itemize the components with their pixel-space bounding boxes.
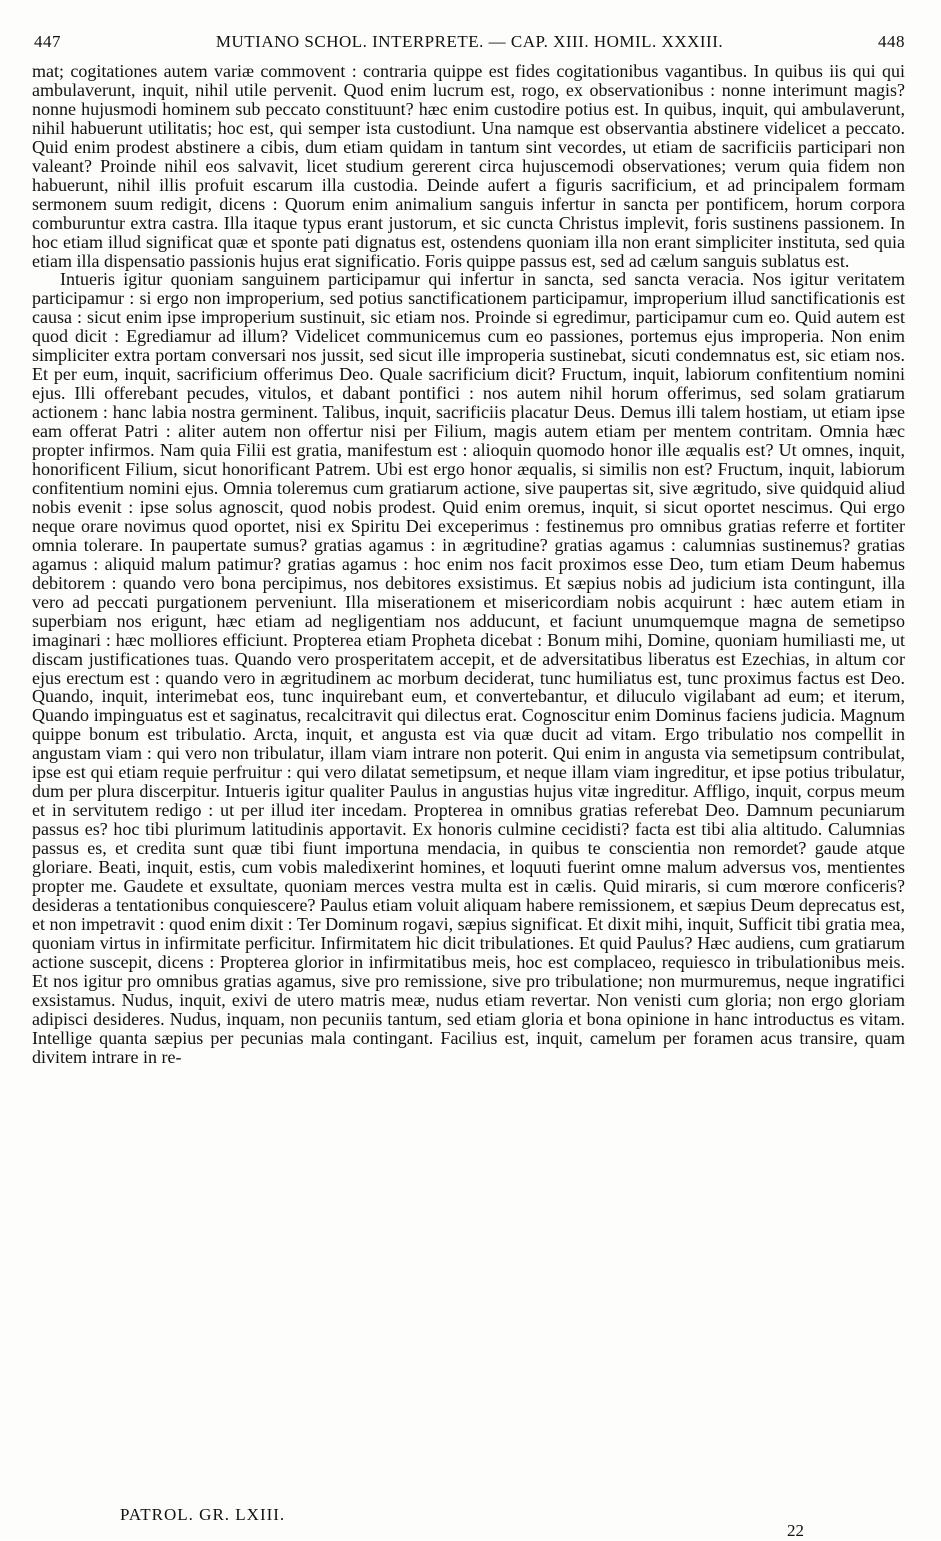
footer — [32, 1497, 905, 1540]
running-title: MUTIANO SCHOL. INTERPRETE. — CAP. XIII. HOMIL. XXXIII. — [215, 32, 724, 51]
paragraph-1: mat; cogitationes autem variæ commovent : contraria quippe est fides cogitationibus vagantibus. In quibus iis qui qui ambulaverunt, inquit, nihil utile pervenit. Quod enim lucrum est, rogo, ex observationibus : nonne interimunt magis? nonne hujusmodi hominem sub peccato constituunt? hæc enim custodire potius est. In quibus, inquit, qui ambulaverunt, nihil habuerunt utilitatis; hoc est, qui semper ista custodiunt. Una namque est observantia abstinere videlicet a peccato. Quid enim prodest abstinere a cibis, dum etiam quidam in tantum sint vecordes, ut etiam de sacrificiis participari non valeant? Proinde nihil eos salvavit, licet studium gererent circa hujuscemodi observationes; verum quia fidem non habuerunt, nihil illis profuit escarum illa custodia. Deinde aufert a figuris sacrificium, et ad principalem formam sermonem suum redigit, dicens : Quorum enim animalium sanguis infertur in sancta per pontificem, horum corpora comburuntur extra castra. Illa itaque typus erant justorum, et sic cuncta Christus implevit, foris sustinens passionem. In hoc etiam illud significat quæ et sponte pati dignatus est, ostendens quoniam illa non erant simpliciter instituta, sed quia etiam illa dispensatio passionis hujus erat significatio. Foris quippe passus est, sed ad cælum sanguis sublatus est. — [32, 61, 905, 271]
paragraph-2: Intueris igitur quoniam sanguinem participamur qui infertur in sancta, sed sancta veracia. Nos igitur veritatem participamur : si ergo non improperium, sed potius sanctificationem participamur, improperium illud sanctificationis est causa : sicut enim ipse improperium sustinuit, sic etiam nos. Proinde si egredimur, participamur cum eo. Quid autem est quod dicit : Egrediamur ad illum? Videlicet communicemus cum eo passiones, portemus ejus improperia. Non enim simpliciter extra portam conversari nos jussit, sed sicut ille improperia sustinebat, sicuti condemnatus est, sic etiam nos. Et per eum, inquit, sacrificium offerimus Deo. Quale sacrificium dicit? Fructum, inquit, labiorum confitentium nomini ejus. Illi offerebant pecudes, vitulos, et dabant pontifici : nos autem nihil horum offerimus, sed solam gratiarum actionem : hanc labia nostra germinent. Talibus, inquit, sacrificiis placatur Deus. Demus illi talem hostiam, ut etiam ipse eam offerat Patri : aliter autem non offertur nisi per Filium, magis autem etiam per mentem contritam. Omnia hæc propter infirmos. Nam quia Filii est gratia, manifestum est : alioquin quomodo honor ille æqualis est? Ut omnes, inquit, honorificent Filium, sicut honorificant Patrem. Ubi est ergo honor æqualis, si similis non est? Fructum, inquit, labiorum confitentium nomini ejus. Omnia toleremus cum gratiarum actione, sive paupertas sit, sive ægritudo, sive quidquid aliud nobis evenit : ipse solus agnoscit, quod nobis prodest. Quid enim oremus, inquit, si sicut oportet nescimus. Qui ergo neque orare novimus quod oportet, nisi ex Spiritu Dei exceperimus : festinemus pro omnibus gratias referre et fortiter omnia tolerare. In paupertate sumus? gratias agamus : in ægritudine? gratias agamus : calumnias sustinemus? gratias agamus : aliquid malum patimur? gratias agamus : hoc enim nos facit proximos esse Deo, tum etiam Deum habemus debitorem : quando vero bona percipimus, nos debitores exsistimus. Et sæpius nobis ad judicium ista contingunt, illa vero ad peccati purgationem perveniunt. Illa miserationem et misericordiam nobis acquirunt : hæc autem etiam in superbiam nos erigunt, hæc etiam ad negligentiam nos adducunt, et faciunt unumquemque magna de semetipso imaginari : hæc molliores efficiunt. Propterea etiam Propheta dicebat : Bonum mihi, Domine, quoniam humiliasti me, ut discam justificationes tuas. Quando vero prosperitatem accepit, et de adversitatibus liberatus est Ezechias, in altum cor ejus erectum est : quando vero in ægritudinem ac morbum deciderat, tunc humiliatus est, tunc proximus factus est Deo. Quando, inquit, interimebat eos, tunc inquirebant eum, et convertebantur, et diluculo vigilabant ad eum; et iterum, Quando impinguatus est et saginatus, recalcitravit qui dilectus erat. Cognoscitur enim Dominus faciens judicia. Magnum quippe bonum est tribulatio. Arcta, inquit, et angusta est via quæ ducit ad vitam. Ergo tribulatio nos compellit in angustam viam : qui vero non tribulatur, illam viam intrare non poterit. Qui enim in angusta via semetipsum contribulat, ipse est qui etiam requie perfruitur : qui vero dilatat semetipsum, et neque illam viam ingreditur, et ipse potius tribulatur, dum per plura discerpitur. Intueris igitur qualiter Paulus in angustias hujus vitæ ingreditur. Affligo, inquit, corpus meum et in servitutem redigo : ut per illud iter incedam. Propterea in omnibus gratias referebat Deo. Damnum pecuniarum passus es? hoc tibi plurimum latitudinis apportavit. Ex honoris culmine cecidisti? facta est tibi alia altitudo. Calumnias passus es, et credita sunt quæ tibi fiunt importuna mendacia, in quibus te conscientia non remordet? gaude atque gloriare. Beati, inquit, estis, cum vobis maledixerint homines, et loquuti fuerint omne malum adversus vos, mentientes propter me. Gaudete et exsultate, quoniam merces vestra multa est in cælis. Quid miraris, si cum mœrore conficeris? desideras a tentationibus conquiescere? Paulus etiam voluit aliquam habere remissionem, et sæpius Deum deprecatus est, et non impetravit : quod enim dixit : Ter Dominum rogavi, sæpius significat. Et dixit mihi, inquit, Sufficit tibi gratia mea, quoniam virtus in infirmitate perficitur. Infirmitatem hic dicit tribulationes. Et quid Paulus? Hæc audiens, cum gratiarum actione suscepit, dicens : Propterea glorior in infirmitatibus meis, hoc est complaceo, requiesco in tribulationibus meis. Et nos igitur pro omnibus gratias agamus, sive pro remissione, sive pro tribulatione; non murmuremus, neque ingratifici exsistamus. Nudus, inquit, exivi de utero matris meæ, nudus etiam revertar. Non venisti cum gloria; non ergo gloriam adipisci desideres. Nudus, inquam, non pecuniis tantum, sed etiam gloria et bona opinione in hanc introductus es vitam. Intellige quanta sæpius per pecunias mala contingant. Facilius est, inquit, camelum per foramen acus transire, quam divitem intrare in re- — [32, 269, 905, 1067]
signature-mark: PATROL. GR. LXIII. — [120, 1505, 286, 1524]
page-number-right: 448 — [878, 32, 905, 51]
signature-number: 22 — [787, 1521, 804, 1540]
running-header — [34, 32, 905, 54]
body-text — [32, 62, 905, 1067]
page-number-left: 447 — [34, 32, 61, 51]
